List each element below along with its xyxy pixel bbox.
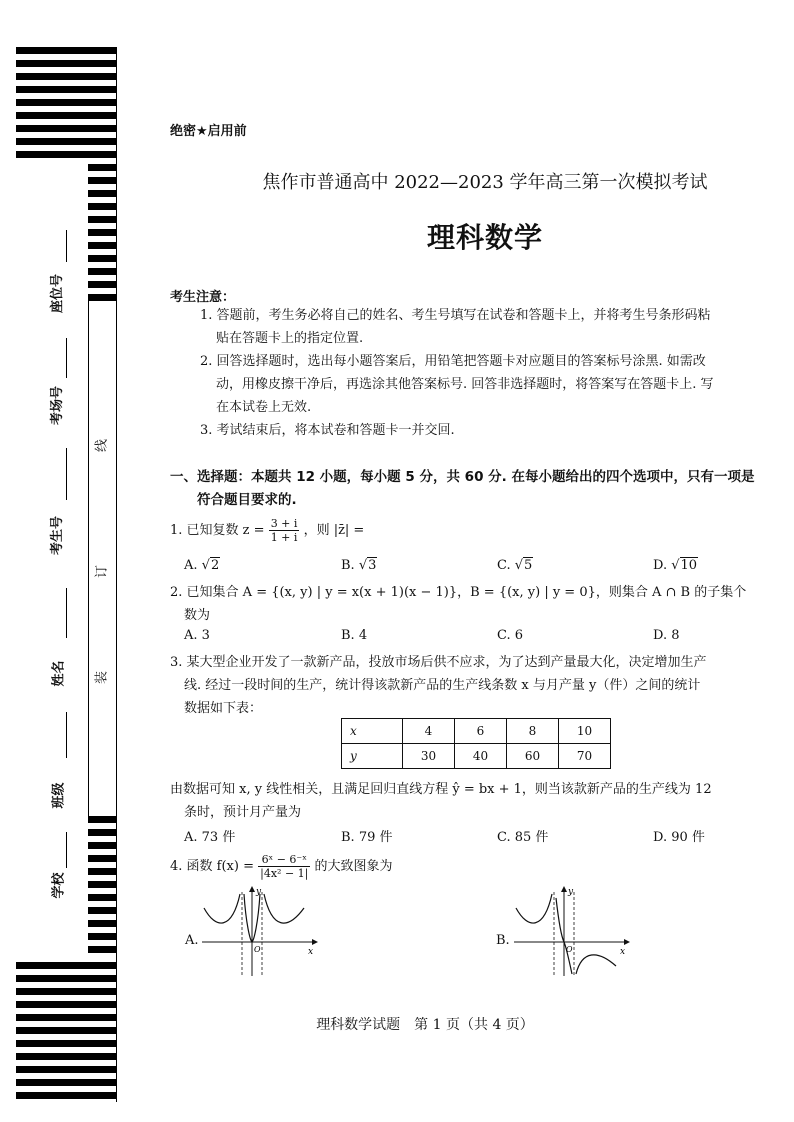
strip-bar [88, 164, 117, 171]
axis-x-label: x [620, 947, 626, 957]
strip-bar [88, 855, 117, 862]
question-text: 由数据可知 x, y 线性相关，且满足回归直线方程 ŷ = bx + 1，则当该款新产品的生产线为 12 [170, 782, 712, 797]
note-item [200, 419, 760, 442]
strip-bar [16, 1092, 117, 1099]
strip-bar [88, 933, 117, 940]
fraction [269, 517, 300, 544]
strip-bar [88, 255, 117, 262]
cut-mark-zhuang: 装 [94, 671, 110, 685]
strip-bar [88, 907, 117, 914]
strip-bar [88, 177, 117, 184]
subject-title: 理科数学 [426, 221, 543, 254]
axis-y-label: y [568, 887, 574, 897]
fraction-denominator: 1 + i [270, 531, 298, 544]
fill-line [66, 448, 67, 500]
strip-bar [88, 294, 117, 301]
table-cell: 70 [559, 744, 611, 769]
section-heading-line: 符合题目要求的. [197, 492, 297, 508]
strip-bar [16, 1001, 117, 1008]
question-text: 的大致图象为 [314, 859, 393, 874]
fill-line [66, 338, 67, 378]
question-text: ，则 |z̄| = [303, 523, 365, 538]
curve [264, 894, 304, 923]
axis-y-label: y [256, 887, 262, 897]
note-text: 1. 答题前，考生务必将自己的姓名、考生号填写在试卷和答题卡上，并将考生号条形码粘 [200, 308, 711, 323]
strip-bar [16, 86, 117, 93]
table-cell: 8 [507, 719, 559, 744]
strip-bar [16, 125, 117, 132]
strip-border [116, 47, 117, 1102]
graph-b-label: B. [496, 933, 510, 948]
strip-bar [16, 962, 117, 969]
strip-bar [16, 1053, 117, 1060]
strip-bar [16, 1040, 117, 1047]
option-b: B. 4 [341, 628, 368, 643]
option-d: D. √10 [653, 558, 698, 573]
strip-bar [88, 242, 117, 249]
strip-bar [16, 138, 117, 145]
fill-line [66, 230, 67, 262]
option-a: A. 3 [184, 628, 210, 643]
fraction-numerator: 6ˣ − 6⁻ˣ [258, 853, 310, 867]
option-letter: D. [653, 558, 672, 573]
question-text: 数据如下表： [184, 701, 263, 716]
origin-label: O [254, 945, 261, 954]
option-letter: A. [184, 558, 202, 573]
option-d: D. 8 [653, 628, 680, 643]
field-label-name: 姓名 [51, 660, 67, 687]
question-text: 2. 已知集合 A = {(x, y) | y = x(x + 1)(x − 1)}，B = {(x, y) | y = 0}，则集合 A ∩ B 的子集个 [170, 585, 747, 600]
strip-bar [16, 975, 117, 982]
question-text: 3. 某大型企业开发了一款新产品，投放市场后供不应求，为了达到产量最大化，决定增加生产 [170, 655, 707, 670]
fill-line [66, 832, 67, 868]
note-text: 贴在答题卡上的指定位置. [216, 331, 364, 346]
question-3 [170, 651, 762, 720]
note-item [200, 304, 760, 350]
graph-b [512, 884, 632, 976]
table-cell: 4 [403, 719, 455, 744]
strip-bar [16, 1014, 117, 1021]
note-text: 2. 回答选择题时，选出每小题答案后，用铅笔把答题卡对应题目的答案标号涂黑. 如需改 [200, 354, 706, 369]
curve [576, 955, 616, 974]
note-text: 在本试卷上无效. [216, 400, 312, 415]
option-letter: C. [497, 558, 515, 573]
strip-bar [88, 268, 117, 275]
option-value: 3 [368, 558, 377, 573]
strip-bar [88, 920, 117, 927]
table-cell: x [342, 719, 403, 744]
strip-bar [16, 60, 117, 67]
option-d: D. 90 件 [653, 830, 705, 845]
strip-bar [16, 99, 117, 106]
origin-label: O [566, 945, 573, 954]
option-c: C. √5 [497, 558, 533, 573]
cut-mark-ding: 订 [94, 565, 110, 579]
table-row [342, 719, 611, 744]
question-2 [170, 581, 762, 627]
question-text: 线. 经过一段时间的生产，统计得该款新产品的生产线条数 x 与月产量 y（件）之间的统计 [184, 678, 701, 693]
field-label-student-id: 考生号 [50, 515, 66, 556]
question-text: 1. 已知复数 z = [170, 523, 265, 538]
strip-bar [16, 73, 117, 80]
strip-bar [16, 1027, 117, 1034]
option-value: 2 [210, 558, 220, 573]
option-a: A. √2 [184, 558, 220, 573]
strip-bar [88, 868, 117, 875]
note-text: 3. 考试结束后，将本试卷和答题卡一并交回. [200, 423, 455, 438]
graph-a-label: A. [185, 933, 199, 948]
option-b: B. 79 件 [341, 830, 393, 845]
option-letter: B. [341, 558, 359, 573]
graph-a [200, 884, 320, 976]
data-table [341, 718, 611, 769]
fraction-denominator: |4x² − 1| [260, 867, 309, 880]
strip-bar [88, 946, 117, 953]
curve [204, 894, 240, 923]
strip-bar [88, 816, 117, 823]
strip-bar [16, 151, 117, 158]
strip-bar [16, 988, 117, 995]
secret-label: 绝密★启用前 [170, 124, 247, 139]
strip-bar [88, 190, 117, 197]
table-cell: y [342, 744, 403, 769]
field-label-room: 考场号 [50, 385, 66, 426]
cut-mark-xian: 线 [94, 439, 110, 453]
table-cell: 40 [455, 744, 507, 769]
x-axis-arrow [312, 939, 318, 945]
notes-heading: 考生注意： [170, 290, 236, 305]
fill-line [66, 712, 67, 758]
strip-bar [88, 842, 117, 849]
fill-line [66, 588, 67, 638]
strip-bar [88, 881, 117, 888]
field-label-seat: 座位号 [50, 273, 66, 314]
strip-bar [88, 281, 117, 288]
option-value: 10 [680, 558, 698, 573]
strip-bar [16, 1066, 117, 1073]
section-heading [170, 466, 762, 512]
section-heading-line: 一、选择题：本题共 12 小题，每小题 5 分，共 60 分. 在每小题给出的四个选项中，只有一项是 [170, 469, 755, 485]
exam-title: 焦作市普通高中 2022—2023 学年高三第一次模拟考试 [262, 172, 708, 193]
strip-bar [88, 894, 117, 901]
question-text: 数为 [184, 608, 211, 623]
y-axis-arrow [561, 886, 567, 892]
strip-bar [16, 112, 117, 119]
option-c: C. 6 [497, 628, 524, 643]
axis-x-label: x [308, 947, 314, 957]
strip-bar [16, 1079, 117, 1086]
option-c: C. 85 件 [497, 830, 549, 845]
option-b: B. √3 [341, 558, 377, 573]
question-1 [170, 517, 762, 544]
table-cell: 10 [559, 719, 611, 744]
question-text: 4. 函数 f(x) = [170, 859, 254, 874]
x-axis-arrow [624, 939, 630, 945]
strip-bar [88, 216, 117, 223]
table-cell: 60 [507, 744, 559, 769]
table-cell: 6 [455, 719, 507, 744]
page-footer: 理科数学试题 第 1 页（共 4 页） [316, 1017, 534, 1033]
curve [516, 894, 552, 923]
field-label-school: 学校 [51, 872, 67, 899]
strip-bar [88, 229, 117, 236]
y-axis-arrow [249, 886, 255, 892]
field-label-class: 班级 [51, 782, 67, 809]
table-row [342, 744, 611, 769]
strip-bar [16, 47, 117, 54]
table-cell: 30 [403, 744, 455, 769]
note-item [200, 350, 760, 419]
strip-bar [88, 203, 117, 210]
fraction [258, 853, 310, 880]
option-value: 5 [524, 558, 533, 573]
strip-bar [88, 829, 117, 836]
strip-border [88, 300, 89, 816]
question-3-continued [170, 778, 762, 824]
option-a: A. 73 件 [184, 830, 236, 845]
question-text: 条时，预计月产量为 [184, 805, 302, 820]
note-text: 动，用橡皮擦干净后，再选涂其他答案标号. 回答非选择题时，将答案写在答题卡上. 写 [216, 377, 714, 392]
fraction-numerator: 3 + i [270, 517, 298, 530]
question-4 [170, 853, 762, 880]
